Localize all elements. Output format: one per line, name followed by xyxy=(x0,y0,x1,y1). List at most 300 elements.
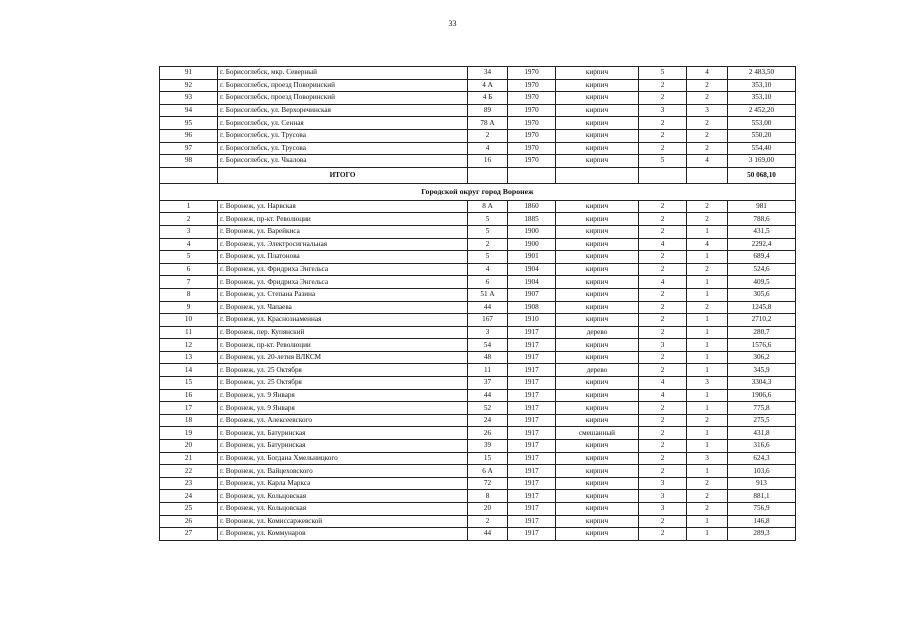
house-number-cell: 34 xyxy=(468,67,508,80)
address-cell: г. Воронеж, ул. Фридриха Энгельса xyxy=(218,276,468,289)
year-built-cell: 1917 xyxy=(508,452,556,465)
table-row xyxy=(160,67,796,80)
house-number-cell: 89 xyxy=(468,104,508,117)
wall-material-cell: кирпич xyxy=(556,92,639,105)
area-cell: 275,5 xyxy=(728,414,796,427)
year-built-cell: 1917 xyxy=(508,515,556,528)
area-cell: 2 452,20 xyxy=(728,104,796,117)
year-built-cell: 1917 xyxy=(508,326,556,339)
area-cell: 788,6 xyxy=(728,213,796,226)
house-number-cell: 11 xyxy=(468,364,508,377)
row-number-cell: 10 xyxy=(160,314,218,327)
wall-material-cell: кирпич xyxy=(556,276,639,289)
address-cell: г. Воронеж, ул. Комиссаржевской xyxy=(218,515,468,528)
row-number-cell: 4 xyxy=(160,238,218,251)
total-empty-cell xyxy=(639,167,687,183)
row-number-cell: 14 xyxy=(160,364,218,377)
area-cell: 524,6 xyxy=(728,263,796,276)
table-row xyxy=(160,79,796,92)
house-number-cell: 15 xyxy=(468,452,508,465)
house-number-cell: 37 xyxy=(468,377,508,390)
table-row xyxy=(160,225,796,238)
wall-material-cell: кирпич xyxy=(556,452,639,465)
year-built-cell: 1970 xyxy=(508,129,556,142)
area-cell: 353,10 xyxy=(728,79,796,92)
address-cell: г. Борисоглебск, ул. Верхоречинская xyxy=(218,104,468,117)
floors-cell: 2 xyxy=(639,515,687,528)
year-built-cell: 1970 xyxy=(508,104,556,117)
address-cell: г. Воронеж, ул. Коммунаров xyxy=(218,528,468,541)
wall-material-cell: кирпич xyxy=(556,288,639,301)
entrances-cell: 1 xyxy=(687,528,728,541)
house-number-cell: 54 xyxy=(468,339,508,352)
table-row xyxy=(160,515,796,528)
wall-material-cell: кирпич xyxy=(556,79,639,92)
wall-material-cell: дерево xyxy=(556,364,639,377)
wall-material-cell: кирпич xyxy=(556,301,639,314)
entrances-cell: 3 xyxy=(687,377,728,390)
house-number-cell: 4 xyxy=(468,142,508,155)
row-number-cell: 12 xyxy=(160,339,218,352)
wall-material-cell: кирпич xyxy=(556,440,639,453)
wall-material-cell: кирпич xyxy=(556,351,639,364)
wall-material-cell: кирпич xyxy=(556,515,639,528)
year-built-cell: 1908 xyxy=(508,301,556,314)
floors-cell: 2 xyxy=(639,364,687,377)
entrances-cell: 2 xyxy=(687,301,728,314)
entrances-cell: 2 xyxy=(687,129,728,142)
area-cell: 353,10 xyxy=(728,92,796,105)
table-row xyxy=(160,452,796,465)
floors-cell: 2 xyxy=(639,351,687,364)
table-total-section xyxy=(160,167,796,200)
table-row xyxy=(160,238,796,251)
area-cell: 306,2 xyxy=(728,351,796,364)
year-built-cell: 1904 xyxy=(508,276,556,289)
address-cell: г. Воронеж, ул. Чапаева xyxy=(218,301,468,314)
row-number-cell: 17 xyxy=(160,402,218,415)
floors-cell: 5 xyxy=(639,155,687,168)
house-number-cell: 52 xyxy=(468,402,508,415)
year-built-cell: 1907 xyxy=(508,288,556,301)
address-cell: г. Воронеж, ул. 25 Октября xyxy=(218,377,468,390)
entrances-cell: 1 xyxy=(687,251,728,264)
floors-cell: 2 xyxy=(639,465,687,478)
area-cell: 345,9 xyxy=(728,364,796,377)
total-empty-cell xyxy=(687,167,728,183)
address-cell: г. Воронеж, ул. Богдана Хмельницкого xyxy=(218,452,468,465)
row-number-cell: 5 xyxy=(160,251,218,264)
area-cell: 280,7 xyxy=(728,326,796,339)
address-cell: г. Воронеж, ул. Краснознаменная xyxy=(218,314,468,327)
year-built-cell: 1885 xyxy=(508,213,556,226)
table-row xyxy=(160,200,796,213)
floors-cell: 2 xyxy=(639,402,687,415)
year-built-cell: 1917 xyxy=(508,339,556,352)
area-cell: 3 169,00 xyxy=(728,155,796,168)
total-row xyxy=(160,167,796,183)
area-cell: 624,3 xyxy=(728,452,796,465)
row-number-cell: 94 xyxy=(160,104,218,117)
address-cell: г. Воронеж, ул. 20-летия ВЛКСМ xyxy=(218,351,468,364)
total-empty-cell xyxy=(556,167,639,183)
area-cell: 146,8 xyxy=(728,515,796,528)
entrances-cell: 1 xyxy=(687,465,728,478)
area-cell: 431,5 xyxy=(728,225,796,238)
address-cell: г. Воронеж, ул. Карла Маркса xyxy=(218,477,468,490)
entrances-cell: 1 xyxy=(687,225,728,238)
area-cell: 2 483,50 xyxy=(728,67,796,80)
house-number-cell: 2 xyxy=(468,238,508,251)
row-number-cell: 96 xyxy=(160,129,218,142)
house-number-cell: 48 xyxy=(468,351,508,364)
table-row xyxy=(160,351,796,364)
row-number-cell: 6 xyxy=(160,263,218,276)
area-cell: 775,8 xyxy=(728,402,796,415)
entrances-cell: 1 xyxy=(687,389,728,402)
entrances-cell: 1 xyxy=(687,276,728,289)
wall-material-cell: кирпич xyxy=(556,414,639,427)
row-number-cell: 18 xyxy=(160,414,218,427)
row-number-cell: 98 xyxy=(160,155,218,168)
address-cell: г. Борисоглебск, проезд Поворинский xyxy=(218,79,468,92)
table-row xyxy=(160,155,796,168)
entrances-cell: 1 xyxy=(687,314,728,327)
row-number-cell: 19 xyxy=(160,427,218,440)
year-built-cell: 1917 xyxy=(508,414,556,427)
floors-cell: 2 xyxy=(639,326,687,339)
house-number-cell: 167 xyxy=(468,314,508,327)
address-cell: г. Борисоглебск, ул. Чкалова xyxy=(218,155,468,168)
section-header-row xyxy=(160,183,796,200)
entrances-cell: 2 xyxy=(687,213,728,226)
house-number-cell: 16 xyxy=(468,155,508,168)
house-number-cell: 6 А xyxy=(468,465,508,478)
house-number-cell: 39 xyxy=(468,440,508,453)
floors-cell: 2 xyxy=(639,263,687,276)
address-cell: г. Воронеж, ул. Батуринская xyxy=(218,440,468,453)
table-row xyxy=(160,251,796,264)
wall-material-cell: кирпич xyxy=(556,129,639,142)
entrances-cell: 2 xyxy=(687,503,728,516)
total-label: ИТОГО xyxy=(218,167,468,183)
row-number-cell: 9 xyxy=(160,301,218,314)
table-row xyxy=(160,213,796,226)
year-built-cell: 1901 xyxy=(508,251,556,264)
year-built-cell: 1970 xyxy=(508,67,556,80)
floors-cell: 2 xyxy=(639,414,687,427)
entrances-cell: 2 xyxy=(687,79,728,92)
total-empty-cell xyxy=(508,167,556,183)
row-number-cell: 93 xyxy=(160,92,218,105)
area-cell: 981 xyxy=(728,200,796,213)
year-built-cell: 1917 xyxy=(508,377,556,390)
table-row xyxy=(160,142,796,155)
address-cell: г. Воронеж, ул. 25 Октября xyxy=(218,364,468,377)
row-number-cell: 22 xyxy=(160,465,218,478)
year-built-cell: 1917 xyxy=(508,528,556,541)
area-cell: 2710,2 xyxy=(728,314,796,327)
floors-cell: 3 xyxy=(639,104,687,117)
address-cell: г. Воронеж, ул. Электросигнальная xyxy=(218,238,468,251)
table-row xyxy=(160,301,796,314)
house-number-cell: 44 xyxy=(468,528,508,541)
floors-cell: 2 xyxy=(639,117,687,130)
wall-material-cell: кирпич xyxy=(556,490,639,503)
address-cell: г. Борисоглебск, проезд Поворинский xyxy=(218,92,468,105)
area-cell: 316,6 xyxy=(728,440,796,453)
entrances-cell: 1 xyxy=(687,427,728,440)
row-number-cell: 2 xyxy=(160,213,218,226)
table-row xyxy=(160,490,796,503)
year-built-cell: 1970 xyxy=(508,142,556,155)
table-row xyxy=(160,503,796,516)
address-cell: г. Воронеж, ул. Батуринская xyxy=(218,427,468,440)
wall-material-cell: кирпич xyxy=(556,67,639,80)
wall-material-cell: кирпич xyxy=(556,465,639,478)
area-cell: 3304,3 xyxy=(728,377,796,390)
house-number-cell: 2 xyxy=(468,129,508,142)
table-row xyxy=(160,263,796,276)
row-number-cell: 27 xyxy=(160,528,218,541)
year-built-cell: 1900 xyxy=(508,225,556,238)
row-number-cell: 25 xyxy=(160,503,218,516)
house-number-cell: 4 xyxy=(468,263,508,276)
address-cell: г. Воронеж, ул. Фридриха Энгельса xyxy=(218,263,468,276)
year-built-cell: 1917 xyxy=(508,490,556,503)
table-row xyxy=(160,326,796,339)
row-number-cell: 21 xyxy=(160,452,218,465)
table-row xyxy=(160,104,796,117)
entrances-cell: 4 xyxy=(687,67,728,80)
table-row xyxy=(160,288,796,301)
floors-cell: 2 xyxy=(639,79,687,92)
entrances-cell: 2 xyxy=(687,92,728,105)
address-cell: г. Воронеж, ул. Варейкиса xyxy=(218,225,468,238)
entrances-cell: 1 xyxy=(687,339,728,352)
floors-cell: 2 xyxy=(639,251,687,264)
entrances-cell: 1 xyxy=(687,288,728,301)
row-number-cell: 1 xyxy=(160,200,218,213)
row-number-cell: 97 xyxy=(160,142,218,155)
area-cell: 431,8 xyxy=(728,427,796,440)
table-row xyxy=(160,339,796,352)
wall-material-cell: кирпич xyxy=(556,104,639,117)
housing-table xyxy=(159,66,796,541)
address-cell: г. Воронеж, ул. Платонова xyxy=(218,251,468,264)
row-number-cell: 91 xyxy=(160,67,218,80)
house-number-cell: 44 xyxy=(468,301,508,314)
floors-cell: 2 xyxy=(639,288,687,301)
table-row xyxy=(160,528,796,541)
entrances-cell: 1 xyxy=(687,364,728,377)
house-number-cell: 3 xyxy=(468,326,508,339)
house-number-cell: 72 xyxy=(468,477,508,490)
row-number-cell: 8 xyxy=(160,288,218,301)
area-cell: 881,1 xyxy=(728,490,796,503)
floors-cell: 2 xyxy=(639,427,687,440)
row-number-cell: 92 xyxy=(160,79,218,92)
address-cell: г. Воронеж, ул. Степана Разина xyxy=(218,288,468,301)
year-built-cell: 1900 xyxy=(508,238,556,251)
wall-material-cell: кирпич xyxy=(556,402,639,415)
area-cell: 756,9 xyxy=(728,503,796,516)
table-row xyxy=(160,402,796,415)
table-row xyxy=(160,414,796,427)
address-cell: г. Воронеж, ул. Нарвская xyxy=(218,200,468,213)
row-number-cell: 13 xyxy=(160,351,218,364)
year-built-cell: 1970 xyxy=(508,92,556,105)
floors-cell: 3 xyxy=(639,490,687,503)
total-value: 50 068,10 xyxy=(728,167,796,183)
floors-cell: 4 xyxy=(639,238,687,251)
table-row xyxy=(160,364,796,377)
year-built-cell: 1970 xyxy=(508,155,556,168)
row-number-cell: 11 xyxy=(160,326,218,339)
wall-material-cell: смешанный xyxy=(556,427,639,440)
table-body-bottom xyxy=(160,200,796,540)
entrances-cell: 2 xyxy=(687,142,728,155)
year-built-cell: 1917 xyxy=(508,503,556,516)
year-built-cell: 1917 xyxy=(508,465,556,478)
floors-cell: 2 xyxy=(639,92,687,105)
area-cell: 553,00 xyxy=(728,117,796,130)
entrances-cell: 1 xyxy=(687,402,728,415)
floors-cell: 4 xyxy=(639,377,687,390)
area-cell: 409,5 xyxy=(728,276,796,289)
house-number-cell: 6 xyxy=(468,276,508,289)
floors-cell: 2 xyxy=(639,225,687,238)
entrances-cell: 4 xyxy=(687,155,728,168)
wall-material-cell: кирпич xyxy=(556,339,639,352)
wall-material-cell: кирпич xyxy=(556,263,639,276)
house-number-cell: 26 xyxy=(468,427,508,440)
wall-material-cell: кирпич xyxy=(556,389,639,402)
floors-cell: 2 xyxy=(639,301,687,314)
year-built-cell: 1917 xyxy=(508,389,556,402)
total-empty-cell xyxy=(468,167,508,183)
area-cell: 305,6 xyxy=(728,288,796,301)
address-cell: г. Борисоглебск, ул. Сенная xyxy=(218,117,468,130)
wall-material-cell: дерево xyxy=(556,326,639,339)
house-number-cell: 8 А xyxy=(468,200,508,213)
total-empty-cell xyxy=(160,167,218,183)
wall-material-cell: кирпич xyxy=(556,155,639,168)
floors-cell: 2 xyxy=(639,213,687,226)
area-cell: 1576,6 xyxy=(728,339,796,352)
entrances-cell: 2 xyxy=(687,263,728,276)
area-cell: 289,3 xyxy=(728,528,796,541)
floors-cell: 4 xyxy=(639,276,687,289)
wall-material-cell: кирпич xyxy=(556,142,639,155)
wall-material-cell: кирпич xyxy=(556,503,639,516)
area-cell: 2292,4 xyxy=(728,238,796,251)
year-built-cell: 1970 xyxy=(508,79,556,92)
wall-material-cell: кирпич xyxy=(556,251,639,264)
year-built-cell: 1860 xyxy=(508,200,556,213)
table-row xyxy=(160,440,796,453)
floors-cell: 3 xyxy=(639,339,687,352)
row-number-cell: 7 xyxy=(160,276,218,289)
house-number-cell: 78 А xyxy=(468,117,508,130)
wall-material-cell: кирпич xyxy=(556,238,639,251)
section-title: Городской округ город Воронеж xyxy=(160,183,796,200)
table-row xyxy=(160,276,796,289)
entrances-cell: 2 xyxy=(687,200,728,213)
address-cell: г. Воронеж, ул. Вайцеховского xyxy=(218,465,468,478)
area-cell: 1906,6 xyxy=(728,389,796,402)
house-number-cell: 2 xyxy=(468,515,508,528)
table-row xyxy=(160,129,796,142)
floors-cell: 4 xyxy=(639,389,687,402)
house-number-cell: 44 xyxy=(468,389,508,402)
year-built-cell: 1904 xyxy=(508,263,556,276)
year-built-cell: 1917 xyxy=(508,402,556,415)
house-number-cell: 5 xyxy=(468,213,508,226)
area-cell: 550,20 xyxy=(728,129,796,142)
floors-cell: 2 xyxy=(639,314,687,327)
house-number-cell: 20 xyxy=(468,503,508,516)
table-row xyxy=(160,377,796,390)
address-cell: г. Воронеж, ул. 9 Января xyxy=(218,402,468,415)
address-cell: г. Воронеж, пер. Купянский xyxy=(218,326,468,339)
address-cell: г. Воронеж, пр-кт. Революции xyxy=(218,339,468,352)
table-row xyxy=(160,92,796,105)
house-number-cell: 5 xyxy=(468,251,508,264)
address-cell: г. Воронеж, ул. 9 Января xyxy=(218,389,468,402)
wall-material-cell: кирпич xyxy=(556,117,639,130)
floors-cell: 3 xyxy=(639,503,687,516)
row-number-cell: 95 xyxy=(160,117,218,130)
house-number-cell: 4 А xyxy=(468,79,508,92)
wall-material-cell: кирпич xyxy=(556,225,639,238)
row-number-cell: 23 xyxy=(160,477,218,490)
entrances-cell: 2 xyxy=(687,490,728,503)
floors-cell: 2 xyxy=(639,440,687,453)
floors-cell: 5 xyxy=(639,67,687,80)
wall-material-cell: кирпич xyxy=(556,477,639,490)
house-number-cell: 51 А xyxy=(468,288,508,301)
address-cell: г. Борисоглебск, мкр. Северный xyxy=(218,67,468,80)
row-number-cell: 24 xyxy=(160,490,218,503)
entrances-cell: 1 xyxy=(687,440,728,453)
address-cell: г. Воронеж, пр-кт. Революции xyxy=(218,213,468,226)
entrances-cell: 2 xyxy=(687,477,728,490)
table-row xyxy=(160,477,796,490)
entrances-cell: 1 xyxy=(687,351,728,364)
row-number-cell: 16 xyxy=(160,389,218,402)
entrances-cell: 1 xyxy=(687,326,728,339)
area-cell: 689,4 xyxy=(728,251,796,264)
table-row xyxy=(160,427,796,440)
floors-cell: 2 xyxy=(639,200,687,213)
address-cell: г. Воронеж, ул. Алексеевского xyxy=(218,414,468,427)
year-built-cell: 1917 xyxy=(508,427,556,440)
house-number-cell: 4 Б xyxy=(468,92,508,105)
table-body-top xyxy=(160,67,796,168)
floors-cell: 2 xyxy=(639,452,687,465)
house-number-cell: 24 xyxy=(468,414,508,427)
wall-material-cell: кирпич xyxy=(556,314,639,327)
wall-material-cell: кирпич xyxy=(556,200,639,213)
row-number-cell: 3 xyxy=(160,225,218,238)
entrances-cell: 2 xyxy=(687,414,728,427)
floors-cell: 2 xyxy=(639,142,687,155)
year-built-cell: 1917 xyxy=(508,440,556,453)
floors-cell: 2 xyxy=(639,528,687,541)
page-number: 33 xyxy=(448,19,457,28)
row-number-cell: 15 xyxy=(160,377,218,390)
